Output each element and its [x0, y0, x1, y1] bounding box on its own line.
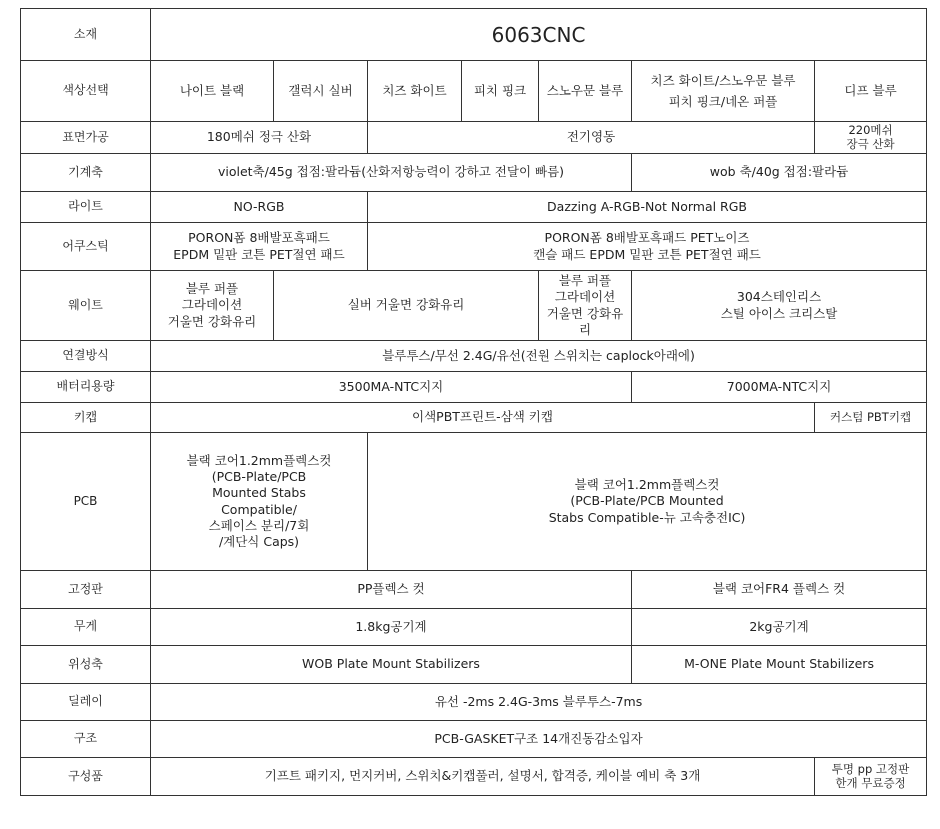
- row-weight: [21, 271, 927, 341]
- plate-value-a: PP플렉스 컷: [151, 571, 632, 609]
- material-value: 6063CNC: [151, 9, 927, 61]
- row-acoustic: [21, 223, 927, 271]
- row-contents: [21, 758, 927, 796]
- surface-value-b: 전기영동: [368, 122, 815, 154]
- color-option-dual: 치즈 화이트/스노우문 블루 피치 핑크/네온 퍼플: [632, 61, 815, 122]
- acoustic-value-a: PORON폼 8배발포흑패드 EPDM 밑판 코튼 PET절연 패드: [151, 223, 368, 271]
- light-value-a: NO-RGB: [151, 192, 368, 223]
- color-option-deep-blue: 디프 블루: [815, 61, 927, 122]
- spec-table: [20, 8, 927, 796]
- structure-value: PCB-GASKET구조 14개진동감소입자: [151, 721, 927, 758]
- contents-value-b: 투명 pp 고정판 한개 무료증정: [815, 758, 927, 796]
- weight-value-d: 304스테인리스 스틸 아이스 크리스탈: [632, 271, 927, 341]
- light-value-b: Dazzing A-RGB-Not Normal RGB: [368, 192, 927, 223]
- row-keycap: [21, 403, 927, 433]
- mass-label: 무게: [21, 609, 151, 646]
- row-battery: [21, 372, 927, 403]
- surface-value-a: 180메쉬 정극 산화: [151, 122, 368, 154]
- stabilizer-value-b: M-ONE Plate Mount Stabilizers: [632, 646, 927, 684]
- acoustic-label: 어쿠스틱: [21, 223, 151, 271]
- row-mass: [21, 609, 927, 646]
- row-delay: [21, 684, 927, 721]
- contents-label: 구성품: [21, 758, 151, 796]
- surface-value-c: 220메쉬 장극 산화: [815, 122, 927, 154]
- connection-label: 연결방식: [21, 341, 151, 372]
- delay-value: 유선 -2ms 2.4G-3ms 블루투스-7ms: [151, 684, 927, 721]
- switch-label: 기계축: [21, 154, 151, 192]
- row-plate: [21, 571, 927, 609]
- keycap-label: 키캡: [21, 403, 151, 433]
- weight-value-a: 블루 퍼플 그라데이션 거울면 강화유리: [151, 271, 274, 341]
- weight-value-c: 블루 퍼플 그라데이션 거울면 강화유리: [539, 271, 632, 341]
- switch-value-b: wob 축/40g 접점:팔라듐: [632, 154, 927, 192]
- plate-label: 고정판: [21, 571, 151, 609]
- row-switch: [21, 154, 927, 192]
- battery-label: 배터리용량: [21, 372, 151, 403]
- weight-value-b: 실버 거울면 강화유리: [274, 271, 539, 341]
- switch-value-a: violet축/45g 접점:팔라듐(산화저항능력이 강하고 전달이 빠름): [151, 154, 632, 192]
- pcb-value-b: 블랙 코어1.2mm플렉스컷 (PCB-Plate/PCB Mounted Stabs Compatible-뉴 고속충전IC): [368, 433, 927, 571]
- row-stabilizer: [21, 646, 927, 684]
- material-label: 소재: [21, 9, 151, 61]
- weight-label: 웨이트: [21, 271, 151, 341]
- battery-value-b: 7000MA-NTC지지: [632, 372, 927, 403]
- structure-label: 구조: [21, 721, 151, 758]
- color-option-peach-pink: 피치 핑크: [462, 61, 539, 122]
- keycap-value-b: 커스텀 PBT키캡: [815, 403, 927, 433]
- pcb-value-a: 블랙 코어1.2mm플렉스컷 (PCB-Plate/PCB Mounted Stabs Compatible/ 스페이스 분리/7회 /계단식 Caps): [151, 433, 368, 571]
- color-option-night-black: 나이트 블랙: [151, 61, 274, 122]
- surface-label: 표면가공: [21, 122, 151, 154]
- acoustic-value-b: PORON폼 8배발포흑패드 PET노이즈 캔슬 패드 EPDM 밑판 코튼 PET절연 패드: [368, 223, 927, 271]
- plate-value-b: 블랙 코어FR4 플렉스 컷: [632, 571, 927, 609]
- row-material: [21, 9, 927, 61]
- stabilizer-label: 위성축: [21, 646, 151, 684]
- color-option-snowmoon-blue: 스노우문 블루: [539, 61, 632, 122]
- color-option-galaxy-silver: 갤럭시 실버: [274, 61, 368, 122]
- pcb-label: PCB: [21, 433, 151, 571]
- light-label: 라이트: [21, 192, 151, 223]
- mass-value-b: 2kg공기계: [632, 609, 927, 646]
- row-light: [21, 192, 927, 223]
- color-label: 색상선택: [21, 61, 151, 122]
- stabilizer-value-a: WOB Plate Mount Stabilizers: [151, 646, 632, 684]
- row-structure: [21, 721, 927, 758]
- row-connection: [21, 341, 927, 372]
- delay-label: 딜레이: [21, 684, 151, 721]
- row-color: [21, 61, 927, 122]
- contents-value-a: 기프트 패키지, 먼지커버, 스위치&키캡풀러, 설명서, 합격증, 케이블 예비 축 3개: [151, 758, 815, 796]
- mass-value-a: 1.8kg공기계: [151, 609, 632, 646]
- row-pcb: [21, 433, 927, 571]
- connection-value: 블루투스/무선 2.4G/유선(전원 스위치는 caplock아래에): [151, 341, 927, 372]
- keycap-value-a: 이색PBT프린트-삼색 키캡: [151, 403, 815, 433]
- battery-value-a: 3500MA-NTC지지: [151, 372, 632, 403]
- color-option-cheese-white: 치즈 화이트: [368, 61, 462, 122]
- row-surface: [21, 122, 927, 154]
